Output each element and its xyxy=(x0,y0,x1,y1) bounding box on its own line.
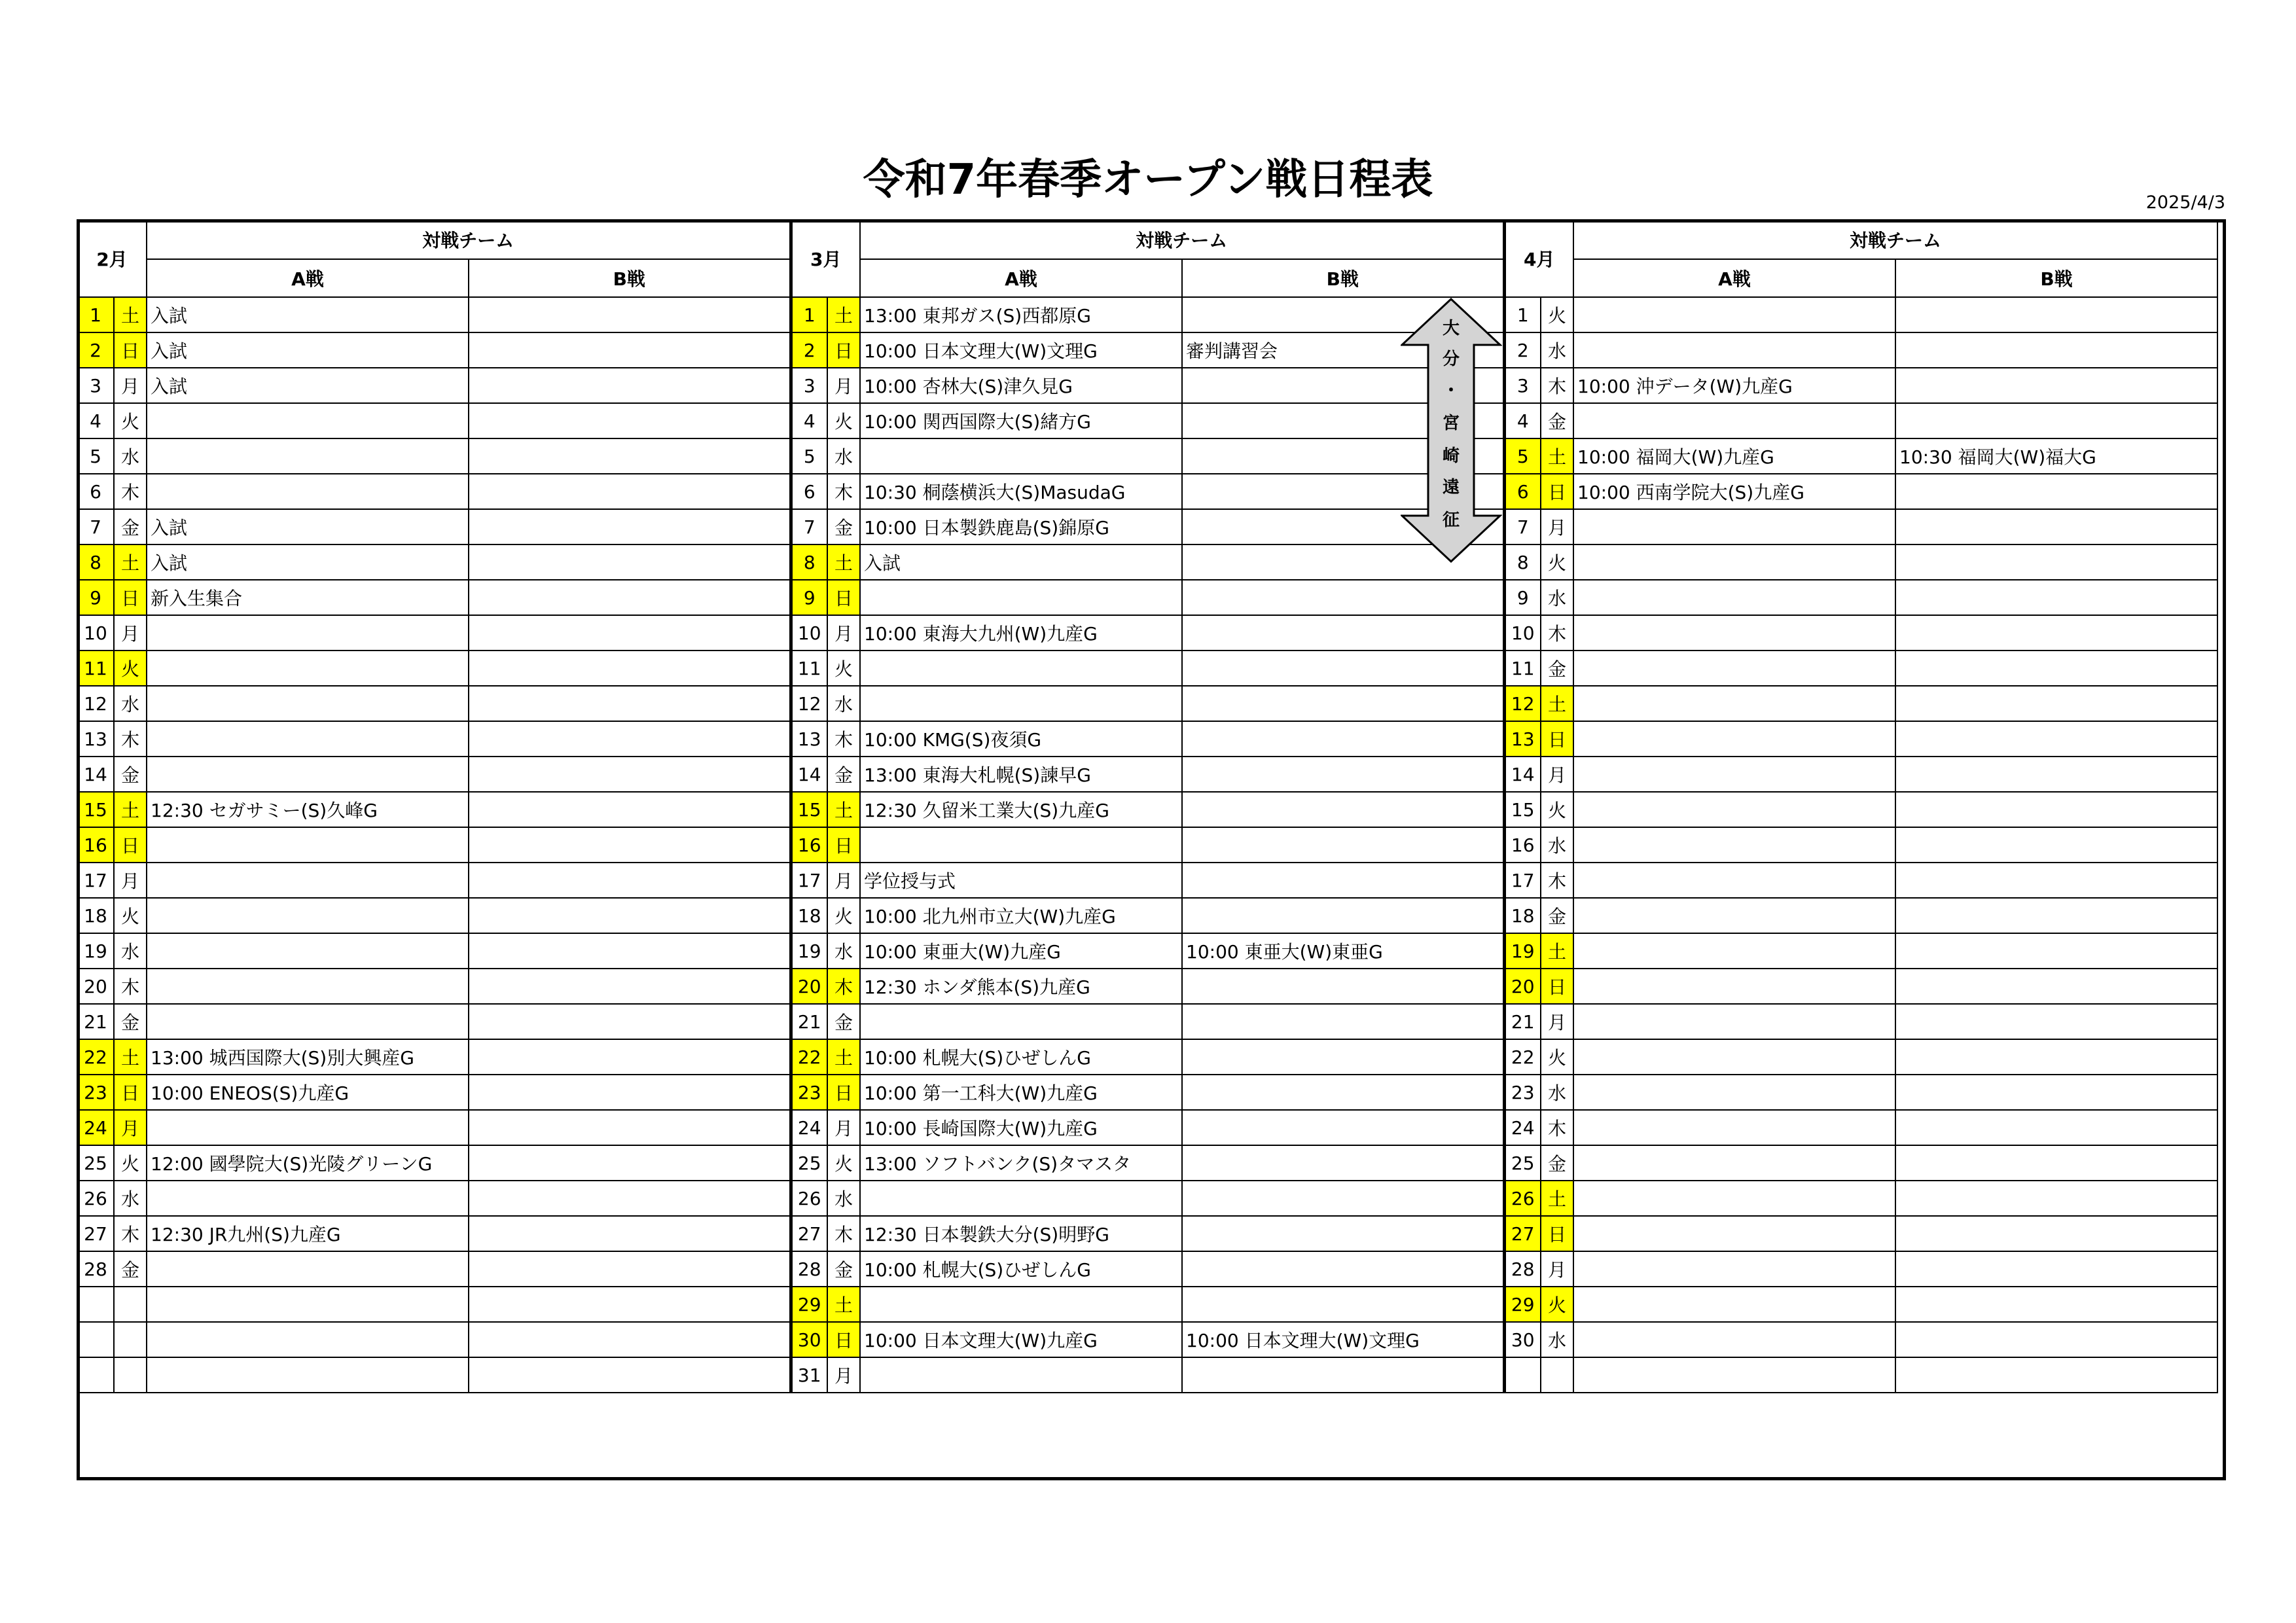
day-number: 7 xyxy=(77,509,114,544)
day-number: 9 xyxy=(77,580,114,615)
weekday: 月 xyxy=(114,615,147,651)
weekday: 水 xyxy=(827,1181,860,1216)
a-game-cell: 13:00 東邦ガス(S)西都原G xyxy=(860,297,1182,332)
day-number: 25 xyxy=(1504,1145,1541,1181)
team-header: 対戦チーム xyxy=(147,220,791,259)
day-number: 14 xyxy=(791,757,827,792)
weekday: 土 xyxy=(827,1039,860,1075)
day-number: 20 xyxy=(791,969,827,1004)
weekday: 木 xyxy=(114,721,147,757)
weekday: 水 xyxy=(827,438,860,474)
weekday: 月 xyxy=(114,368,147,403)
weekday: 日 xyxy=(827,332,860,368)
expedition-char: 征 xyxy=(1442,510,1460,530)
day-number: 23 xyxy=(791,1075,827,1110)
day-number: 15 xyxy=(77,792,114,827)
day-number: 1 xyxy=(1504,297,1541,332)
day-number: 3 xyxy=(791,368,827,403)
weekday: 金 xyxy=(1541,898,1573,933)
weekday: 火 xyxy=(827,1145,860,1181)
weekday: 日 xyxy=(827,1322,860,1357)
day-number: 3 xyxy=(1504,368,1541,403)
a-game-cell: 10:00 日本文理大(W)九産G xyxy=(860,1322,1182,1357)
weekday: 日 xyxy=(827,580,860,615)
day-number: 18 xyxy=(1504,898,1541,933)
day-number: 8 xyxy=(791,544,827,580)
weekday: 火 xyxy=(114,403,147,438)
weekday: 月 xyxy=(1541,1251,1573,1287)
a-game-cell: 12:30 ホンダ熊本(S)九産G xyxy=(860,969,1182,1004)
weekday: 土 xyxy=(114,792,147,827)
weekday: 日 xyxy=(1541,474,1573,509)
day-number: 1 xyxy=(77,297,114,332)
weekday: 木 xyxy=(1541,1110,1573,1145)
day-number: 18 xyxy=(791,898,827,933)
weekday: 水 xyxy=(1541,1322,1573,1357)
weekday: 日 xyxy=(827,1075,860,1110)
day-number: 29 xyxy=(791,1287,827,1322)
b-game-cell: 審判講習会 xyxy=(1182,332,1504,368)
a-game-cell: 12:30 JR九州(S)九産G xyxy=(147,1216,469,1251)
day-number: 16 xyxy=(77,827,114,863)
weekday: 火 xyxy=(114,1145,147,1181)
day-number: 2 xyxy=(77,332,114,368)
day-number: 6 xyxy=(1504,474,1541,509)
day-number: 14 xyxy=(1504,757,1541,792)
a-game-cell: 10:00 沖データ(W)九産G xyxy=(1573,368,1895,403)
a-game-header: A戦 xyxy=(860,259,1182,297)
day-number: 9 xyxy=(791,580,827,615)
a-game-cell: 12:30 セガサミー(S)久峰G xyxy=(147,792,469,827)
weekday: 金 xyxy=(114,757,147,792)
b-game-header: B戦 xyxy=(1895,259,2217,297)
day-number: 27 xyxy=(1504,1216,1541,1251)
b-game-cell: 10:00 東亜大(W)東亜G xyxy=(1182,933,1504,969)
day-number: 24 xyxy=(77,1110,114,1145)
a-game-cell: 入試 xyxy=(147,332,469,368)
day-number: 8 xyxy=(1504,544,1541,580)
day-number: 28 xyxy=(791,1251,827,1287)
day-number: 21 xyxy=(1504,1004,1541,1039)
weekday: 火 xyxy=(1541,1287,1573,1322)
weekday: 金 xyxy=(114,509,147,544)
day-number: 5 xyxy=(1504,438,1541,474)
day-number: 4 xyxy=(1504,403,1541,438)
weekday: 月 xyxy=(114,863,147,898)
weekday: 火 xyxy=(827,651,860,686)
weekday: 金 xyxy=(827,509,860,544)
day-number: 21 xyxy=(791,1004,827,1039)
weekday: 日 xyxy=(1541,721,1573,757)
weekday: 火 xyxy=(827,403,860,438)
day-number: 16 xyxy=(791,827,827,863)
day-number: 17 xyxy=(77,863,114,898)
weekday: 木 xyxy=(114,1216,147,1251)
day-number: 2 xyxy=(791,332,827,368)
weekday: 火 xyxy=(114,898,147,933)
expedition-char: 大 xyxy=(1442,319,1460,338)
day-number: 28 xyxy=(77,1251,114,1287)
a-game-cell: 入試 xyxy=(147,297,469,332)
expedition-char: 宮 xyxy=(1442,414,1460,433)
weekday: 水 xyxy=(1541,580,1573,615)
weekday: 木 xyxy=(114,969,147,1004)
weekday: 月 xyxy=(827,368,860,403)
weekday: 水 xyxy=(1541,1075,1573,1110)
day-number: 10 xyxy=(1504,615,1541,651)
weekday: 木 xyxy=(827,1216,860,1251)
day-number: 3 xyxy=(77,368,114,403)
weekday: 火 xyxy=(114,651,147,686)
day-number: 17 xyxy=(791,863,827,898)
weekday: 土 xyxy=(1541,686,1573,721)
weekday: 水 xyxy=(114,933,147,969)
weekday: 月 xyxy=(827,863,860,898)
weekday: 水 xyxy=(827,933,860,969)
day-number: 10 xyxy=(77,615,114,651)
weekday: 金 xyxy=(1541,403,1573,438)
day-number: 22 xyxy=(791,1039,827,1075)
expedition-arrow xyxy=(1401,298,1502,563)
day-number: 12 xyxy=(791,686,827,721)
month-label: 3月 xyxy=(791,220,860,297)
day-number: 25 xyxy=(791,1145,827,1181)
weekday: 火 xyxy=(1541,792,1573,827)
day-number: 19 xyxy=(1504,933,1541,969)
weekday: 土 xyxy=(827,1287,860,1322)
expedition-char: 分 xyxy=(1442,349,1460,369)
issue-date: 2025/4/3 xyxy=(2145,192,2225,213)
day-number: 4 xyxy=(791,403,827,438)
weekday: 土 xyxy=(114,1039,147,1075)
weekday: 月 xyxy=(1541,757,1573,792)
b-game-cell: 10:00 日本文理大(W)文理G xyxy=(1182,1322,1504,1357)
weekday: 土 xyxy=(827,297,860,332)
weekday: 金 xyxy=(827,1251,860,1287)
expedition-char: 遠 xyxy=(1442,478,1460,497)
expedition-char: ・ xyxy=(1442,381,1460,401)
day-number: 2 xyxy=(1504,332,1541,368)
weekday: 金 xyxy=(114,1251,147,1287)
weekday: 土 xyxy=(114,297,147,332)
weekday: 日 xyxy=(114,1075,147,1110)
a-game-cell: 新入生集合 xyxy=(147,580,469,615)
a-game-cell: 12:30 久留米工業大(S)九産G xyxy=(860,792,1182,827)
team-header: 対戦チーム xyxy=(860,220,1504,259)
day-number: 4 xyxy=(77,403,114,438)
weekday: 木 xyxy=(827,721,860,757)
day-number: 19 xyxy=(791,933,827,969)
weekday: 日 xyxy=(114,580,147,615)
day-number: 26 xyxy=(77,1181,114,1216)
day-number: 8 xyxy=(77,544,114,580)
a-game-cell: 10:00 札幌大(S)ひぜしんG xyxy=(860,1039,1182,1075)
weekday: 金 xyxy=(1541,651,1573,686)
table-outer-border xyxy=(77,219,2226,1480)
expedition-char: 崎 xyxy=(1442,446,1460,466)
weekday: 土 xyxy=(1541,1181,1573,1216)
weekday: 水 xyxy=(114,686,147,721)
a-game-cell: 10:00 第一工科大(W)九産G xyxy=(860,1075,1182,1110)
day-number: 25 xyxy=(77,1145,114,1181)
day-number: 22 xyxy=(1504,1039,1541,1075)
a-game-cell: 13:00 東海大札幌(S)諫早G xyxy=(860,757,1182,792)
weekday: 金 xyxy=(114,1004,147,1039)
day-number: 17 xyxy=(1504,863,1541,898)
weekday: 金 xyxy=(827,757,860,792)
month-label: 2月 xyxy=(77,220,147,297)
day-number: 26 xyxy=(1504,1181,1541,1216)
b-game-cell: 10:30 福岡大(W)福大G xyxy=(1895,438,2217,474)
day-number: 12 xyxy=(1504,686,1541,721)
day-number: 30 xyxy=(1504,1322,1541,1357)
weekday: 月 xyxy=(1541,1004,1573,1039)
a-game-header: A戦 xyxy=(1573,259,1895,297)
weekday: 土 xyxy=(1541,933,1573,969)
weekday: 日 xyxy=(827,827,860,863)
day-number: 30 xyxy=(791,1322,827,1357)
day-number: 11 xyxy=(77,651,114,686)
weekday: 水 xyxy=(114,1181,147,1216)
weekday: 木 xyxy=(114,474,147,509)
day-number: 23 xyxy=(77,1075,114,1110)
weekday: 水 xyxy=(1541,332,1573,368)
day-number: 19 xyxy=(77,933,114,969)
month-label: 4月 xyxy=(1504,220,1573,297)
day-number: 7 xyxy=(791,509,827,544)
weekday: 土 xyxy=(1541,438,1573,474)
weekday: 土 xyxy=(827,792,860,827)
a-game-cell: 入試 xyxy=(147,544,469,580)
weekday: 水 xyxy=(1541,827,1573,863)
day-number: 12 xyxy=(77,686,114,721)
day-number: 11 xyxy=(1504,651,1541,686)
page-title: 令和7年春季オープン戦日程表 xyxy=(863,156,1433,204)
a-game-cell: 10:00 KMG(S)夜須G xyxy=(860,721,1182,757)
a-game-cell: 学位授与式 xyxy=(860,863,1182,898)
team-header: 対戦チーム xyxy=(1573,220,2217,259)
weekday: 日 xyxy=(114,827,147,863)
day-number: 20 xyxy=(1504,969,1541,1004)
weekday: 水 xyxy=(114,438,147,474)
weekday: 土 xyxy=(827,544,860,580)
a-game-header: A戦 xyxy=(147,259,469,297)
day-number: 26 xyxy=(791,1181,827,1216)
day-number: 15 xyxy=(791,792,827,827)
weekday: 火 xyxy=(1541,1039,1573,1075)
weekday: 月 xyxy=(827,615,860,651)
a-game-cell: 10:00 東亜大(W)九産G xyxy=(860,933,1182,969)
weekday: 木 xyxy=(1541,368,1573,403)
weekday: 火 xyxy=(1541,544,1573,580)
day-number: 5 xyxy=(791,438,827,474)
day-number: 24 xyxy=(791,1110,827,1145)
a-game-cell: 10:00 長崎国際大(W)九産G xyxy=(860,1110,1182,1145)
a-game-cell: 10:00 日本製鉄鹿島(S)錦原G xyxy=(860,509,1182,544)
weekday: 木 xyxy=(827,969,860,1004)
weekday: 火 xyxy=(1541,297,1573,332)
weekday: 火 xyxy=(827,898,860,933)
day-number: 13 xyxy=(791,721,827,757)
weekday: 月 xyxy=(114,1110,147,1145)
day-number: 27 xyxy=(791,1216,827,1251)
a-game-cell: 10:00 北九州市立大(W)九産G xyxy=(860,898,1182,933)
weekday: 日 xyxy=(1541,1216,1573,1251)
a-game-cell: 10:30 桐蔭横浜大(S)MasudaG xyxy=(860,474,1182,509)
day-number: 10 xyxy=(791,615,827,651)
b-game-header: B戦 xyxy=(469,259,791,297)
weekday: 日 xyxy=(114,332,147,368)
b-game-header: B戦 xyxy=(1182,259,1504,297)
a-game-cell: 入試 xyxy=(860,544,1182,580)
weekday: 木 xyxy=(1541,615,1573,651)
weekday: 木 xyxy=(827,474,860,509)
a-game-cell: 入試 xyxy=(147,368,469,403)
day-number: 22 xyxy=(77,1039,114,1075)
weekday: 木 xyxy=(1541,863,1573,898)
day-number: 14 xyxy=(77,757,114,792)
day-number: 21 xyxy=(77,1004,114,1039)
day-number: 13 xyxy=(77,721,114,757)
weekday: 水 xyxy=(827,686,860,721)
day-number: 5 xyxy=(77,438,114,474)
a-game-cell: 10:00 西南学院大(S)九産G xyxy=(1573,474,1895,509)
a-game-cell: 13:00 ソフトバンク(S)タマスタ xyxy=(860,1145,1182,1181)
a-game-cell: 10:00 福岡大(W)九産G xyxy=(1573,438,1895,474)
weekday: 日 xyxy=(1541,969,1573,1004)
day-number: 18 xyxy=(77,898,114,933)
weekday: 土 xyxy=(114,544,147,580)
day-number: 24 xyxy=(1504,1110,1541,1145)
weekday: 月 xyxy=(827,1357,860,1393)
weekday: 金 xyxy=(827,1004,860,1039)
day-number: 27 xyxy=(77,1216,114,1251)
day-number: 1 xyxy=(791,297,827,332)
day-number: 28 xyxy=(1504,1251,1541,1287)
day-number: 6 xyxy=(791,474,827,509)
a-game-cell: 10:00 日本文理大(W)文理G xyxy=(860,332,1182,368)
a-game-cell: 10:00 東海大九州(W)九産G xyxy=(860,615,1182,651)
a-game-cell: 10:00 ENEOS(S)九産G xyxy=(147,1075,469,1110)
a-game-cell: 入試 xyxy=(147,509,469,544)
a-game-cell: 13:00 城西国際大(S)別大興産G xyxy=(147,1039,469,1075)
day-number: 11 xyxy=(791,651,827,686)
weekday: 金 xyxy=(1541,1145,1573,1181)
a-game-cell: 10:00 関西国際大(S)緒方G xyxy=(860,403,1182,438)
day-number: 7 xyxy=(1504,509,1541,544)
day-number: 15 xyxy=(1504,792,1541,827)
day-number: 29 xyxy=(1504,1287,1541,1322)
day-number: 9 xyxy=(1504,580,1541,615)
day-number: 20 xyxy=(77,969,114,1004)
day-number: 31 xyxy=(791,1357,827,1393)
day-number: 6 xyxy=(77,474,114,509)
day-number: 23 xyxy=(1504,1075,1541,1110)
a-game-cell: 12:00 國學院大(S)光陵グリーンG xyxy=(147,1145,469,1181)
a-game-cell: 10:00 札幌大(S)ひぜしんG xyxy=(860,1251,1182,1287)
weekday: 月 xyxy=(1541,509,1573,544)
weekday: 月 xyxy=(827,1110,860,1145)
day-number: 13 xyxy=(1504,721,1541,757)
a-game-cell: 10:00 杏林大(S)津久見G xyxy=(860,368,1182,403)
a-game-cell: 12:30 日本製鉄大分(S)明野G xyxy=(860,1216,1182,1251)
day-number: 16 xyxy=(1504,827,1541,863)
